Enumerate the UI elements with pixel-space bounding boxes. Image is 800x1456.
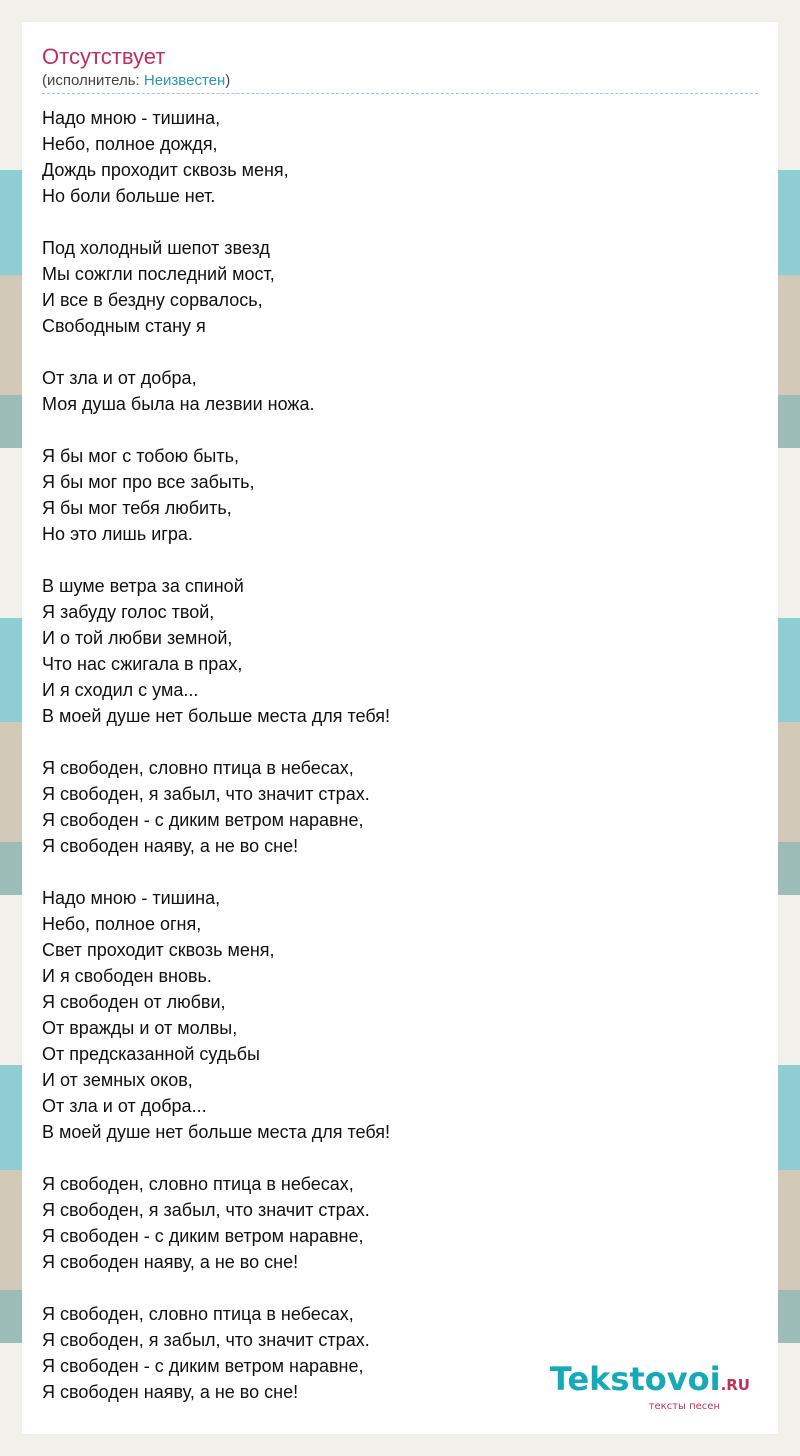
lyrics-line: В шуме ветра за спиной xyxy=(42,576,244,596)
lyrics-card xyxy=(22,22,778,1434)
lyrics-line: Небо, полное огня, xyxy=(42,914,202,934)
lyrics-line: В моей душе нет больше места для тебя! xyxy=(42,1122,390,1142)
artist-link[interactable]: Неизвестен xyxy=(143,72,226,89)
lyrics-line: И я сходил с ума... xyxy=(42,680,199,700)
lyrics-line: От предсказанной судьбы xyxy=(42,1044,260,1064)
logo-tagline: тексты песен xyxy=(648,1401,720,1412)
lyrics-line: Я свободен, я забыл, что значит страх. xyxy=(42,784,370,804)
lyrics-line: Я бы мог тебя любить, xyxy=(42,498,232,518)
lyrics-line: Надо мною - тишина, xyxy=(42,108,221,128)
artist-suffix: ) xyxy=(225,72,231,89)
lyrics-stanza xyxy=(42,105,758,209)
lyrics-line: Я свободен, я забыл, что значит страх. xyxy=(42,1330,370,1350)
lyrics-line: Я свободен наяву, а не во сне! xyxy=(42,836,299,856)
lyrics-stanza xyxy=(42,885,758,1145)
lyrics-line: Свет проходит сквозь меня, xyxy=(42,940,275,960)
lyrics-line: Я свободен - с диким ветром наравне, xyxy=(42,1226,364,1246)
lyrics-line: Свободным стану я xyxy=(42,316,206,336)
lyrics-line: Я свободен, я забыл, что значит страх. xyxy=(42,1200,370,1220)
lyrics-line: Я свободен - с диким ветром наравне, xyxy=(42,1356,364,1376)
lyrics-line: Дождь проходит сквозь меня, xyxy=(42,160,289,180)
lyrics-line: Надо мною - тишина, xyxy=(42,888,221,908)
lyrics-line: Я свободен, словно птица в небесах, xyxy=(42,1174,354,1194)
lyrics-line: Я свободен, словно птица в небесах, xyxy=(42,758,354,778)
lyrics-line: Что нас сжигала в прах, xyxy=(42,654,243,674)
lyrics-line: Я свободен, словно птица в небесах, xyxy=(42,1304,354,1324)
lyrics-line: Я свободен наяву, а не во сне! xyxy=(42,1252,299,1272)
artist-line xyxy=(42,71,758,94)
lyrics-stanza xyxy=(42,235,758,339)
lyrics-line: И я свободен вновь. xyxy=(42,966,212,986)
lyrics-line: Я бы мог про все забыть, xyxy=(42,472,255,492)
lyrics-stanza xyxy=(42,755,758,859)
lyrics-line: И о той любви земной, xyxy=(42,628,233,648)
lyrics-line: От зла и от добра... xyxy=(42,1096,207,1116)
lyrics-line: В моей душе нет больше места для тебя! xyxy=(42,706,390,726)
lyrics-stanza xyxy=(42,1171,758,1275)
lyrics-line: Я свободен наяву, а не во сне! xyxy=(42,1382,299,1402)
lyrics-line: Небо, полное дождя, xyxy=(42,134,218,154)
site-logo[interactable] xyxy=(550,1362,750,1412)
lyrics-stanza xyxy=(42,573,758,729)
lyrics-line: Я свободен от любви, xyxy=(42,992,226,1012)
lyrics-line: И все в бездну сорвалось, xyxy=(42,290,263,310)
song-title: Отсутствует xyxy=(42,44,166,69)
logo-wordmark: Tekstovoi xyxy=(549,1360,721,1398)
lyrics-stanza xyxy=(42,365,758,417)
lyrics-line: И от земных оков, xyxy=(42,1070,193,1090)
lyrics-line: От вражды и от молвы, xyxy=(42,1018,238,1038)
logo-tld: .RU xyxy=(720,1376,750,1394)
lyrics-line: Я бы мог с тобою быть, xyxy=(42,446,239,466)
lyrics-stanza xyxy=(42,443,758,547)
lyrics-line: Мы сожгли последний мост, xyxy=(42,264,275,284)
lyrics-body xyxy=(42,105,758,1405)
lyrics-line: Я забуду голос твой, xyxy=(42,602,215,622)
lyrics-line: Но это лишь игра. xyxy=(42,524,193,544)
lyrics-line: От зла и от добра, xyxy=(42,368,197,388)
lyrics-line: Моя душа была на лезвии ножа. xyxy=(42,394,315,414)
artist-prefix: (исполнитель: xyxy=(42,72,144,89)
lyrics-line: Я свободен - с диким ветром наравне, xyxy=(42,810,364,830)
lyrics-line: Но боли больше нет. xyxy=(42,186,216,206)
lyrics-line: Под холодный шепот звезд xyxy=(42,238,270,258)
